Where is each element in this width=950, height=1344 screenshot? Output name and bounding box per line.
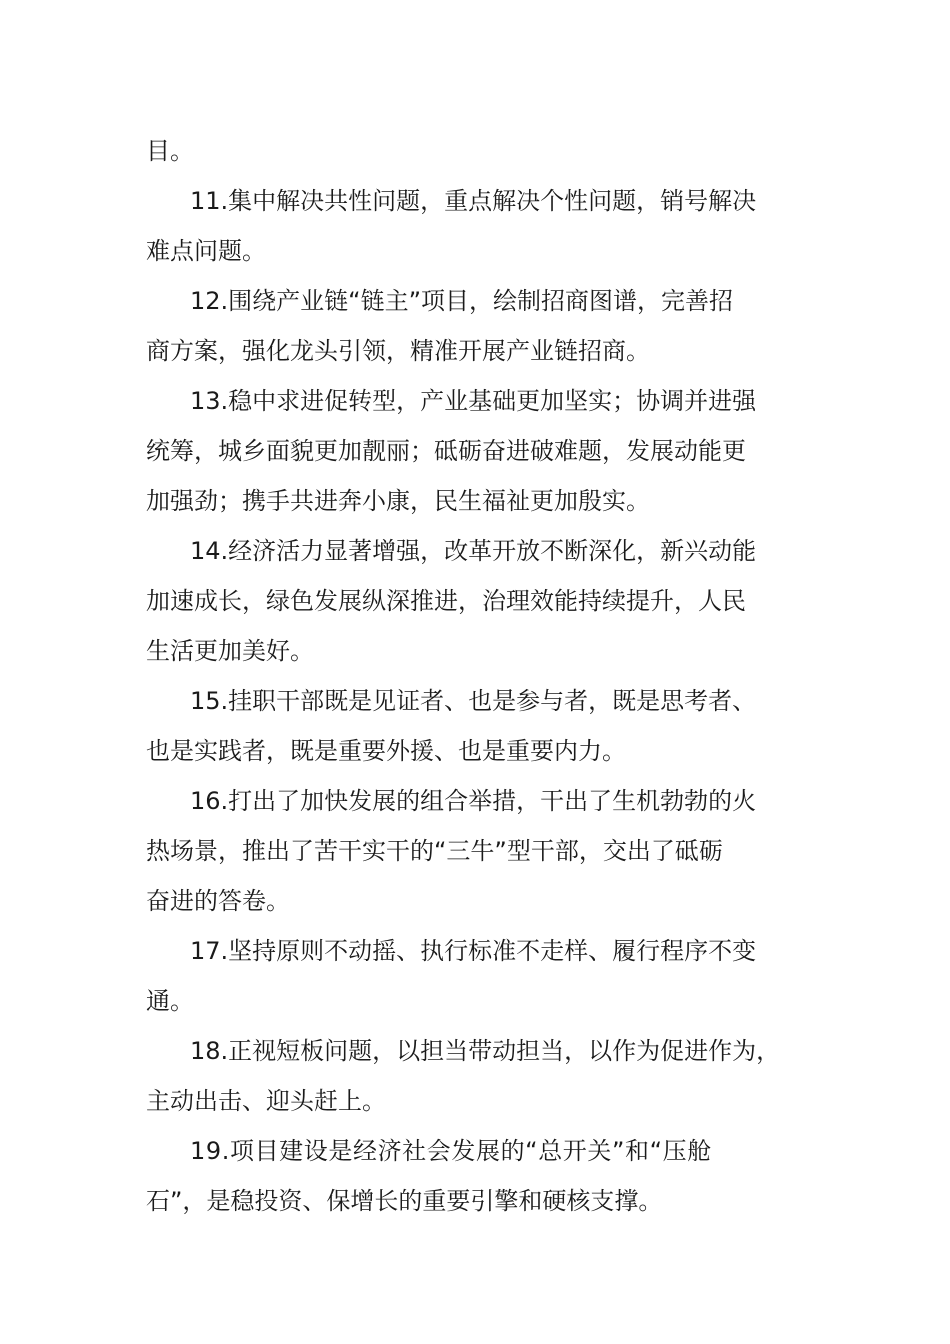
item-18-line-2: 主动出击、迎头赶上。: [146, 1087, 386, 1115]
item-19-line-1: 19.项目建设是经济社会发展的“总开关”和“压舱: [190, 1137, 712, 1165]
item-16-line-2: 热场景，推出了苦干实干的“三牛”型干部，交出了砥砺: [146, 837, 723, 865]
item-12-line-1: 12.围绕产业链“链主”项目，绘制招商图谱，完善招: [190, 287, 734, 315]
item-15-line-1: 15.挂职干部既是见证者、也是参与者，既是思考者、: [190, 687, 757, 715]
item-15-line-2: 也是实践者，既是重要外援、也是重要内力。: [146, 737, 626, 765]
item-16-line-3: 奋进的答卷。: [146, 887, 290, 915]
item-14-line-3: 生活更加美好。: [146, 637, 314, 665]
text-line: 目。: [146, 137, 194, 165]
item-14-line-2: 加速成长，绿色发展纵深推进，治理效能持续提升，人民: [146, 587, 746, 615]
item-19-line-2: 石”，是稳投资、保增长的重要引擎和硬核支撑。: [146, 1187, 663, 1215]
item-13-line-3: 加强劲；携手共进奔小康，民生福祉更加殷实。: [146, 487, 650, 515]
item-11-line-1: 11.集中解决共性问题，重点解决个性问题，销号解决: [190, 187, 757, 215]
item-18-line-1: 18.正视短板问题，以担当带动担当，以作为促进作为，: [190, 1037, 781, 1065]
item-17-line-2: 通。: [146, 987, 194, 1015]
item-13-line-2: 统筹，城乡面貌更加靓丽；砥砺奋进破难题，发展动能更: [146, 437, 746, 465]
item-16-line-1: 16.打出了加快发展的组合举措，干出了生机勃勃的火: [190, 787, 757, 815]
item-17-line-1: 17.坚持原则不动摇、执行标准不走样、履行程序不变: [190, 937, 757, 965]
item-13-line-1: 13.稳中求进促转型，产业基础更加坚实；协调并进强: [190, 387, 757, 415]
item-14-line-1: 14.经济活力显著增强，改革开放不断深化，新兴动能: [190, 537, 757, 565]
item-11-line-2: 难点问题。: [146, 237, 266, 265]
item-12-line-2: 商方案，强化龙头引领，精准开展产业链招商。: [146, 337, 650, 365]
